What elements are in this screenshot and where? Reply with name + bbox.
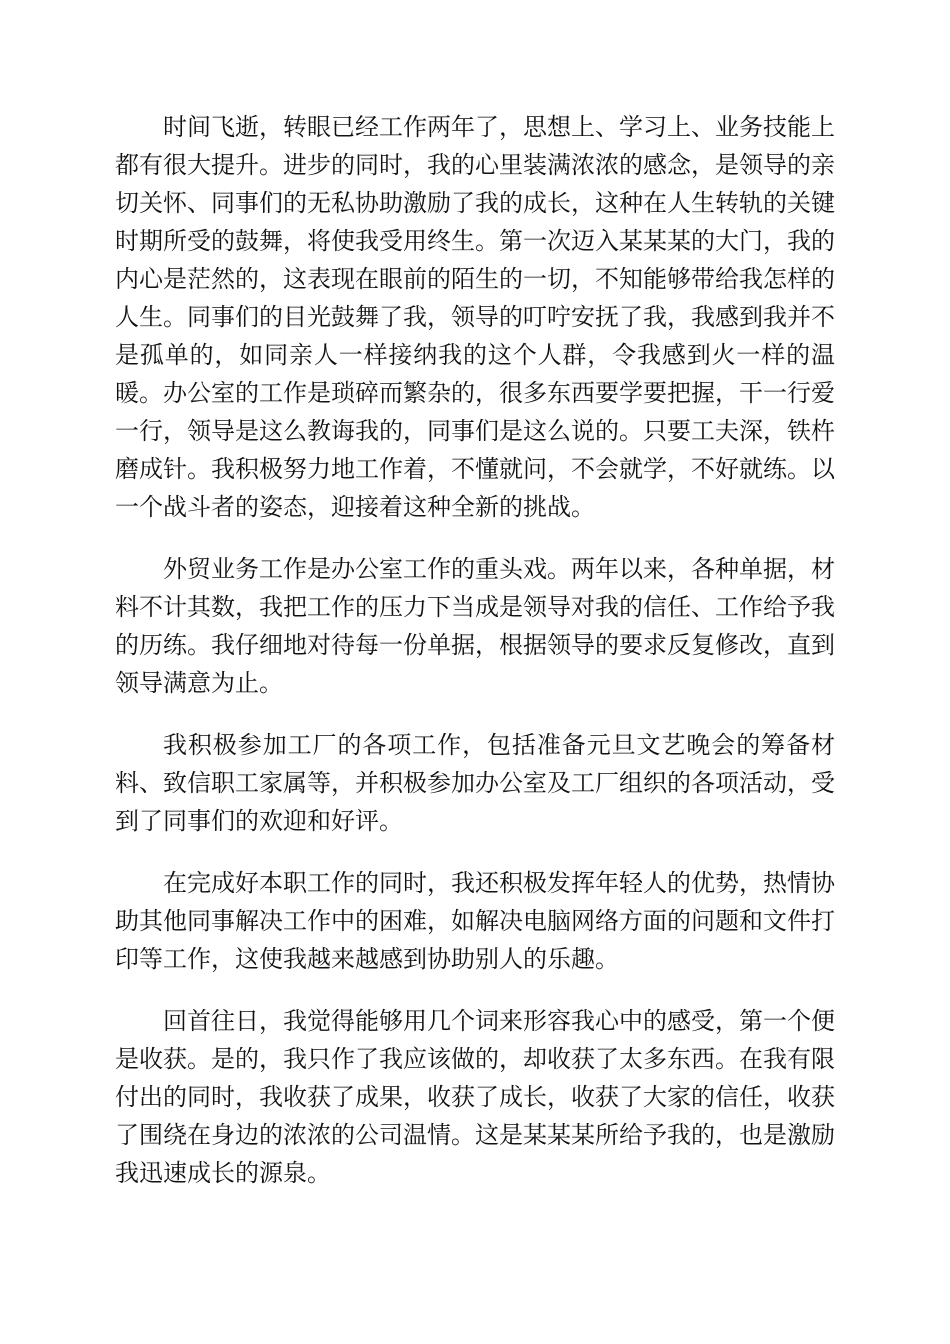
document-body [115, 108, 835, 1192]
paragraph-4: 在完成好本职工作的同时，我还积极发挥年轻人的优势，热情协助其他同事解决工作中的困难，如解决电脑网络方面的问题和文件打印等工作，这使我越来越感到协助别人的乐趣。 [115, 869, 835, 973]
paragraph-1: 时间飞逝，转眼已经工作两年了，思想上、学习上、业务技能上都有很大提升。进步的同时，我的心里装满浓浓的感念，是领导的亲切关怀、同事们的无私协助激励了我的成长，这种在人生转轨的关键时期所受的鼓舞，将使我受用终生。第一次迈入某某某的大门，我的内心是茫然的，这表现在眼前的陌生的一切，不知能够带给我怎样的人生。同事们的目光鼓舞了我，领导的叮咛安抚了我，我感到我并不是孤单的，如同亲人一样接纳我的这个人群，令我感到火一样的温暖。办公室的工作是琐碎而繁杂的，很多东西要学要把握，干一行爱一行，领导是这么教诲我的，同事们是这么说的。只要工夫深，铁杵磨成针。我积极努力地工作着，不懂就问，不会就学，不好就练。以一个战斗者的姿态，迎接着这种全新的挑战。 [115, 113, 835, 521]
paragraph-3: 我积极参加工厂的各项工作，包括准备元旦文艺晚会的筹备材料、致信职工家属等，并积极参加办公室及工厂组织的各项活动，受到了同事们的欢迎和好评。 [115, 731, 835, 835]
paragraph-2: 外贸业务工作是办公室工作的重头戏。两年以来，各种单据，材料不计其数，我把工作的压力下当成是领导对我的信任、工作给予我的历练。我仔细地对待每一份单据，根据领导的要求反复修改，直到领导满意为止。 [115, 555, 835, 697]
paragraph-5: 回首往日，我觉得能够用几个词来形容我心中的感受，第一个便是收获。是的，我只作了我应该做的，却收获了太多东西。在我有限付出的同时，我收获了成果，收获了成长，收获了大家的信任，收获了围绕在身边的浓浓的公司温情。这是某某某所给予我的，也是激励我迅速成长的源泉。 [115, 1007, 835, 1187]
